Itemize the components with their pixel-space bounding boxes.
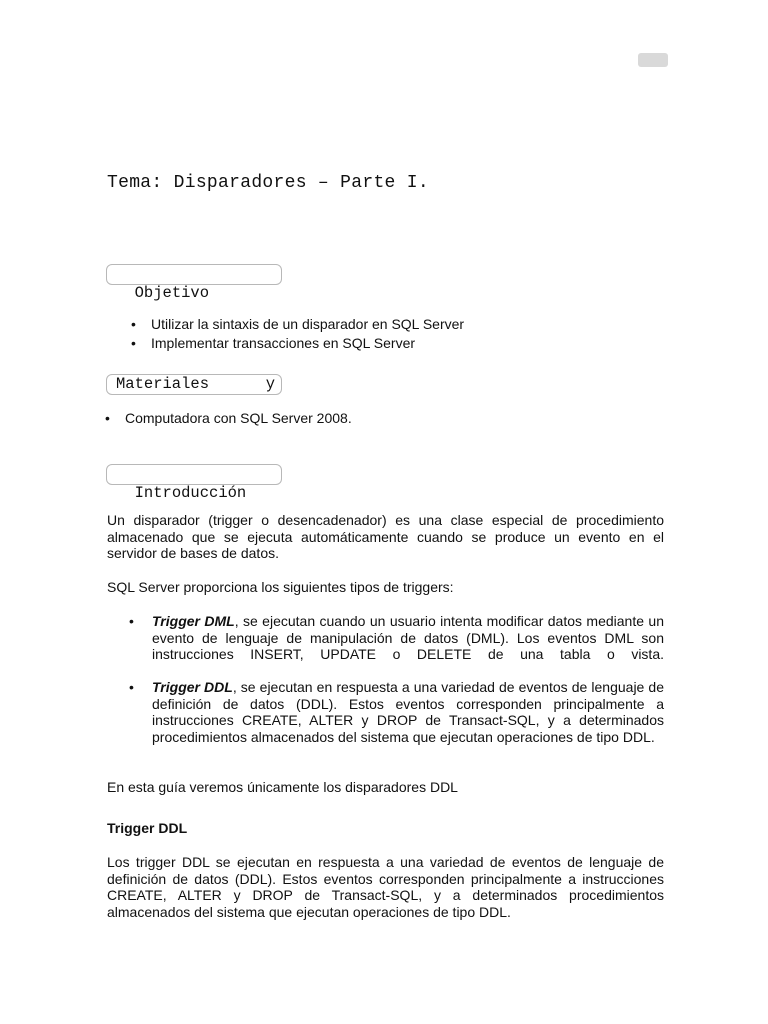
section-label-introduccion: Introducción bbox=[134, 484, 247, 502]
list-item: • Utilizar la sintaxis de un disparador en SQL Server bbox=[151, 315, 464, 334]
intro-paragraph-1: Un disparador (trigger o desencadenador) es una clase especial de procedimiento almacenado que se ejecuta automáticamente cuando se produce un evento en el servidor de bases de datos. bbox=[107, 512, 664, 561]
section-box-objetivo bbox=[106, 264, 282, 302]
ddl-section-heading: Trigger DDL bbox=[107, 820, 188, 836]
materiales-list bbox=[125, 409, 352, 428]
list-item: • Implementar transacciones en SQL Server bbox=[151, 334, 464, 353]
intro-paragraph-2: SQL Server proporciona los siguientes tipos de triggers: bbox=[107, 579, 454, 595]
trigger-type-ddl bbox=[152, 679, 664, 745]
trigger-type-text: , se ejecutan en respuesta a una variedad de eventos de lenguaje de definición de datos (DDL). Estos eventos corresponden principalmente a instrucciones CREATE, ALTER y DROP de Transact-SQL, y a determinados procedimientos almacenados del sistema que ejecutan operaciones de tipo DDL. bbox=[152, 679, 664, 745]
section-box-materiales bbox=[106, 374, 282, 395]
guide-note: En esta guía veremos únicamente los disparadores DDL bbox=[107, 779, 458, 795]
bullet-icon: • bbox=[129, 679, 134, 695]
section-box-introduccion bbox=[106, 464, 282, 502]
section-label-objetivo: Objetivo bbox=[134, 284, 210, 302]
objetivos-list bbox=[151, 315, 464, 353]
ddl-section-paragraph: Los trigger DDL se ejecutan en respuesta a una variedad de eventos de lenguaje de definición de datos (DDL). Estos eventos corresponden principalmente a instrucciones CREATE, ALTER y DROP de Transact-SQL, y a determinados procedimientos almacenados del sistema que ejecutan operaciones de tipo DDL. bbox=[107, 854, 664, 920]
trigger-type-text: , se ejecutan cuando un usuario intenta modificar datos mediante un evento de lenguaje de manipulación de datos (DML). Los eventos DML son instrucciones INSERT, UPDATE o DELETE de una tabla o vista. bbox=[152, 613, 664, 662]
list-item: • Computadora con SQL Server 2008. bbox=[125, 409, 352, 428]
bullet-icon: • bbox=[129, 613, 134, 629]
section-label-materiales-y: y bbox=[265, 375, 275, 393]
section-label-materiales: Materiales bbox=[116, 375, 210, 393]
trigger-type-name: Trigger DML bbox=[152, 613, 235, 629]
page-title: Tema: Disparadores – Parte I. bbox=[107, 173, 429, 193]
trigger-type-name: Trigger DDL bbox=[152, 679, 233, 695]
trigger-type-dml bbox=[152, 613, 664, 663]
page-number-tag bbox=[638, 53, 668, 67]
